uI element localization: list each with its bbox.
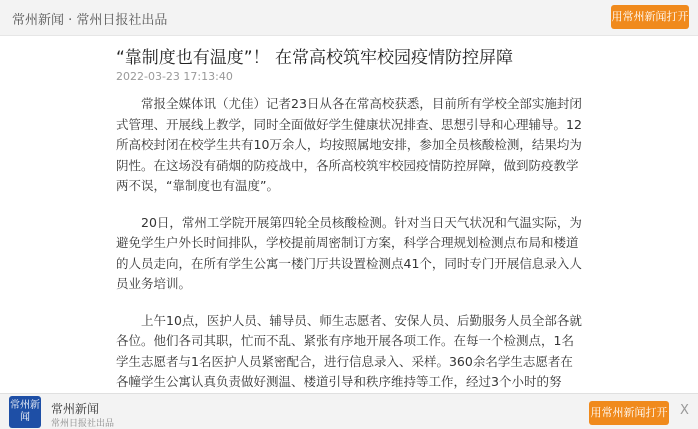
article-paragraph: 20日，常州工学院开展第四轮全员核酸检测。针对当日天气状况和气温实际，为避免学生户外长时间排队，学校提前周密制订方案，科学合理规划检测点布局和楼道的人员走向，在所有学生公寓一楼门厅共设置检测点41个，同时专门开展信息录入人员业务培训。 (116, 214, 582, 291)
article-paragraph: 上午10点，医护人员、辅导员、师生志愿者、安保人员、后勤服务人员全部各就各位。他们各司其职，忙而不乱、紧张有序地开展各项工作。在每一个检测点，1名学生志愿者与1名医护人员紧密配合，进行信息录入、采样。360余名学生志愿者在各幢学生公寓认真负责做好测温、楼道引导和秩序维持等工作，经过3个小时的努 (116, 312, 582, 389)
article-date: 2022-03-23 17:13:40 (116, 70, 233, 83)
source-label: 常州新闻 · 常州日报社出品 (12, 13, 168, 28)
bottom-bar (0, 393, 698, 429)
article-title: “靠制度也有温度”！ 在常高校筑牢校园疫情防控屏障 (116, 48, 514, 68)
app-logo-icon: 常州新闻 (9, 396, 41, 428)
open-in-app-button[interactable]: 用常州新闻打开 (611, 5, 689, 29)
bottom-open-in-app-button[interactable]: 用常州新闻打开 (589, 401, 669, 425)
brand-subtitle: 常州日报社出品 (51, 419, 115, 429)
article-content (0, 36, 698, 393)
brand-name: 常州新闻 (51, 402, 100, 416)
close-icon[interactable]: X (680, 403, 689, 418)
top-bar (0, 0, 698, 36)
article-paragraph: 常报全媒体讯（尤佳）记者23日从各在常高校获悉，目前所有学校全部实施封闭式管理、开展线上教学，同时全面做好学生健康状况排查、思想引导和心理辅导。12所高校封闭在校学生共有10万余人，均按照属地安排，参加全员核酸检测，结果均为阴性。在这场没有硝烟的防疫战中，各所高校筑牢校园疫情防控屏障，做到防疫教学两不误，“靠制度也有温度”。 (116, 96, 582, 193)
article-body (116, 94, 585, 429)
